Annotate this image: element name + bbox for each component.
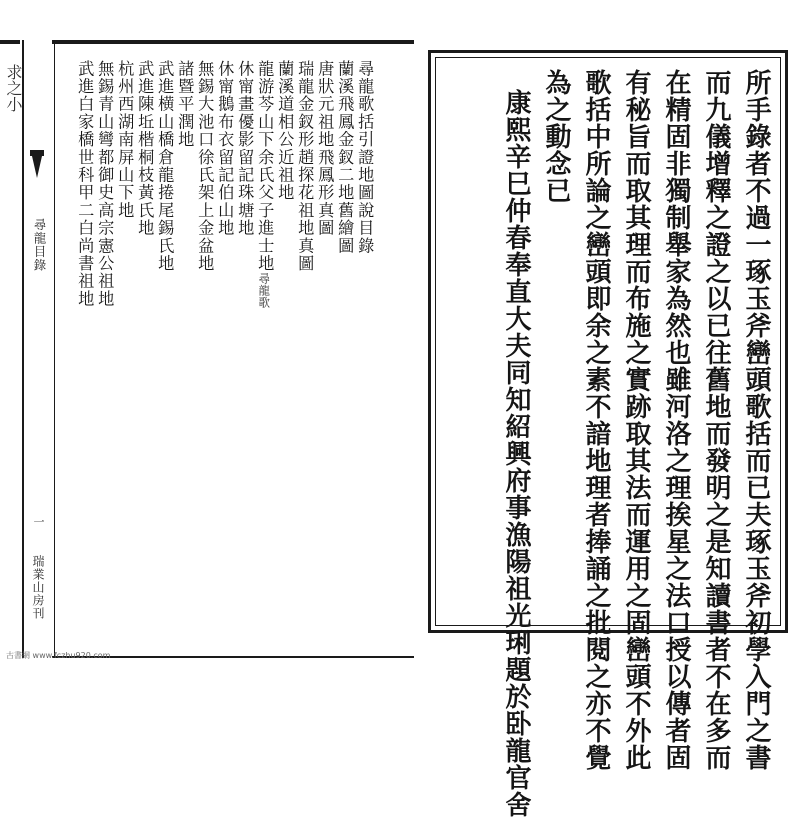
toc-entry bbox=[135, 60, 155, 237]
toc-entry-text: 蘭溪飛鳳金釵二地舊繪圖 bbox=[335, 60, 355, 255]
toc-heading-text: 尋龍歌括引證地圖說目錄 bbox=[355, 60, 375, 255]
toc-entry bbox=[75, 60, 95, 308]
toc-entry-text: 杭州西湖南屏山下地 bbox=[115, 60, 135, 220]
preface-column: 歌括中所論之巒頭即余之素不諳地理者捧誦之批閱之亦不覺 bbox=[581, 69, 611, 771]
toc-entry-text: 休甯畫優影留記珠塘地 bbox=[235, 60, 255, 237]
toc-entry-text: 無錫大池口徐氏架上金盆地 bbox=[195, 60, 215, 273]
preface-signature: 康熙辛巳仲春奉直大夫同知紹興府事漁陽祖光琍題於卧龍官舍 bbox=[501, 89, 531, 818]
edge-fragment-text: 求之小 bbox=[4, 64, 23, 112]
toc-entry-text: 武進陳坵楷桐枝黃氏地 bbox=[135, 60, 155, 237]
toc-entry bbox=[115, 60, 135, 220]
toc-entry-text: 瑞龍金釵形趙探花祖地真圖 bbox=[295, 60, 315, 273]
toc-entry bbox=[195, 60, 215, 273]
toc-entry-text: 武進白家橋世科甲二白尚書祖地 bbox=[75, 60, 95, 308]
site-watermark: 古書網 www.fczhu920.com bbox=[6, 651, 111, 660]
gutter-publisher: 瑞業山房刊 bbox=[31, 555, 45, 620]
toc-entry-text: 蘭溪道相公近祖地 bbox=[275, 60, 295, 202]
preface-column: 而九儀增釋之證之以已往舊地而發明之是知讀書者不在多而 bbox=[701, 69, 731, 771]
toc-entry bbox=[175, 60, 195, 149]
preface-column: 為之動念已 bbox=[541, 69, 571, 204]
fish-tail-ornament-icon bbox=[30, 150, 44, 210]
toc-entry bbox=[155, 60, 175, 273]
preface-column: 在精固非獨制舉家為然也雖河洛之理挨星之法口授以傳者固 bbox=[661, 69, 691, 771]
toc-entry-note: 尋龍歌 bbox=[257, 272, 272, 309]
toc-heading bbox=[355, 60, 375, 255]
preface-column: 所手錄者不過一琢玉斧巒頭歌括而已夫琢玉斧初學入門之書 bbox=[741, 69, 771, 771]
toc-entry bbox=[295, 60, 315, 273]
toc-entry bbox=[235, 60, 255, 237]
toc-entry-text: 唐狀元祖地飛鳳形真圖 bbox=[315, 60, 335, 237]
previous-page-edge bbox=[0, 40, 23, 662]
toc-entry bbox=[275, 60, 295, 202]
toc-entry bbox=[315, 60, 335, 237]
gutter-page-number: 一 bbox=[32, 516, 45, 527]
toc-entry bbox=[335, 60, 355, 255]
toc-entry bbox=[255, 60, 275, 309]
toc-entry-text: 諸暨平潤地 bbox=[175, 60, 195, 149]
gutter-title: 尋龍目錄 bbox=[32, 218, 47, 272]
toc-entry-text: 武進横山橋倉龍捲尾錫氏地 bbox=[155, 60, 175, 273]
right-page-preface bbox=[428, 50, 788, 818]
toc-entry-text: 龍游芩山下余氏父子進士地 bbox=[255, 60, 275, 273]
left-page-contents bbox=[52, 40, 414, 658]
preface-column: 有秘旨而取其理而布施之實跡取其法而運用之固巒頭不外此 bbox=[621, 69, 651, 771]
toc-entry bbox=[95, 60, 115, 308]
toc-entry-text: 無錫青山彎都御史高宗憲公祖地 bbox=[95, 60, 115, 308]
toc-entry-text: 休甯鵝布衣留記伯山地 bbox=[215, 60, 235, 237]
toc-entry bbox=[215, 60, 235, 237]
